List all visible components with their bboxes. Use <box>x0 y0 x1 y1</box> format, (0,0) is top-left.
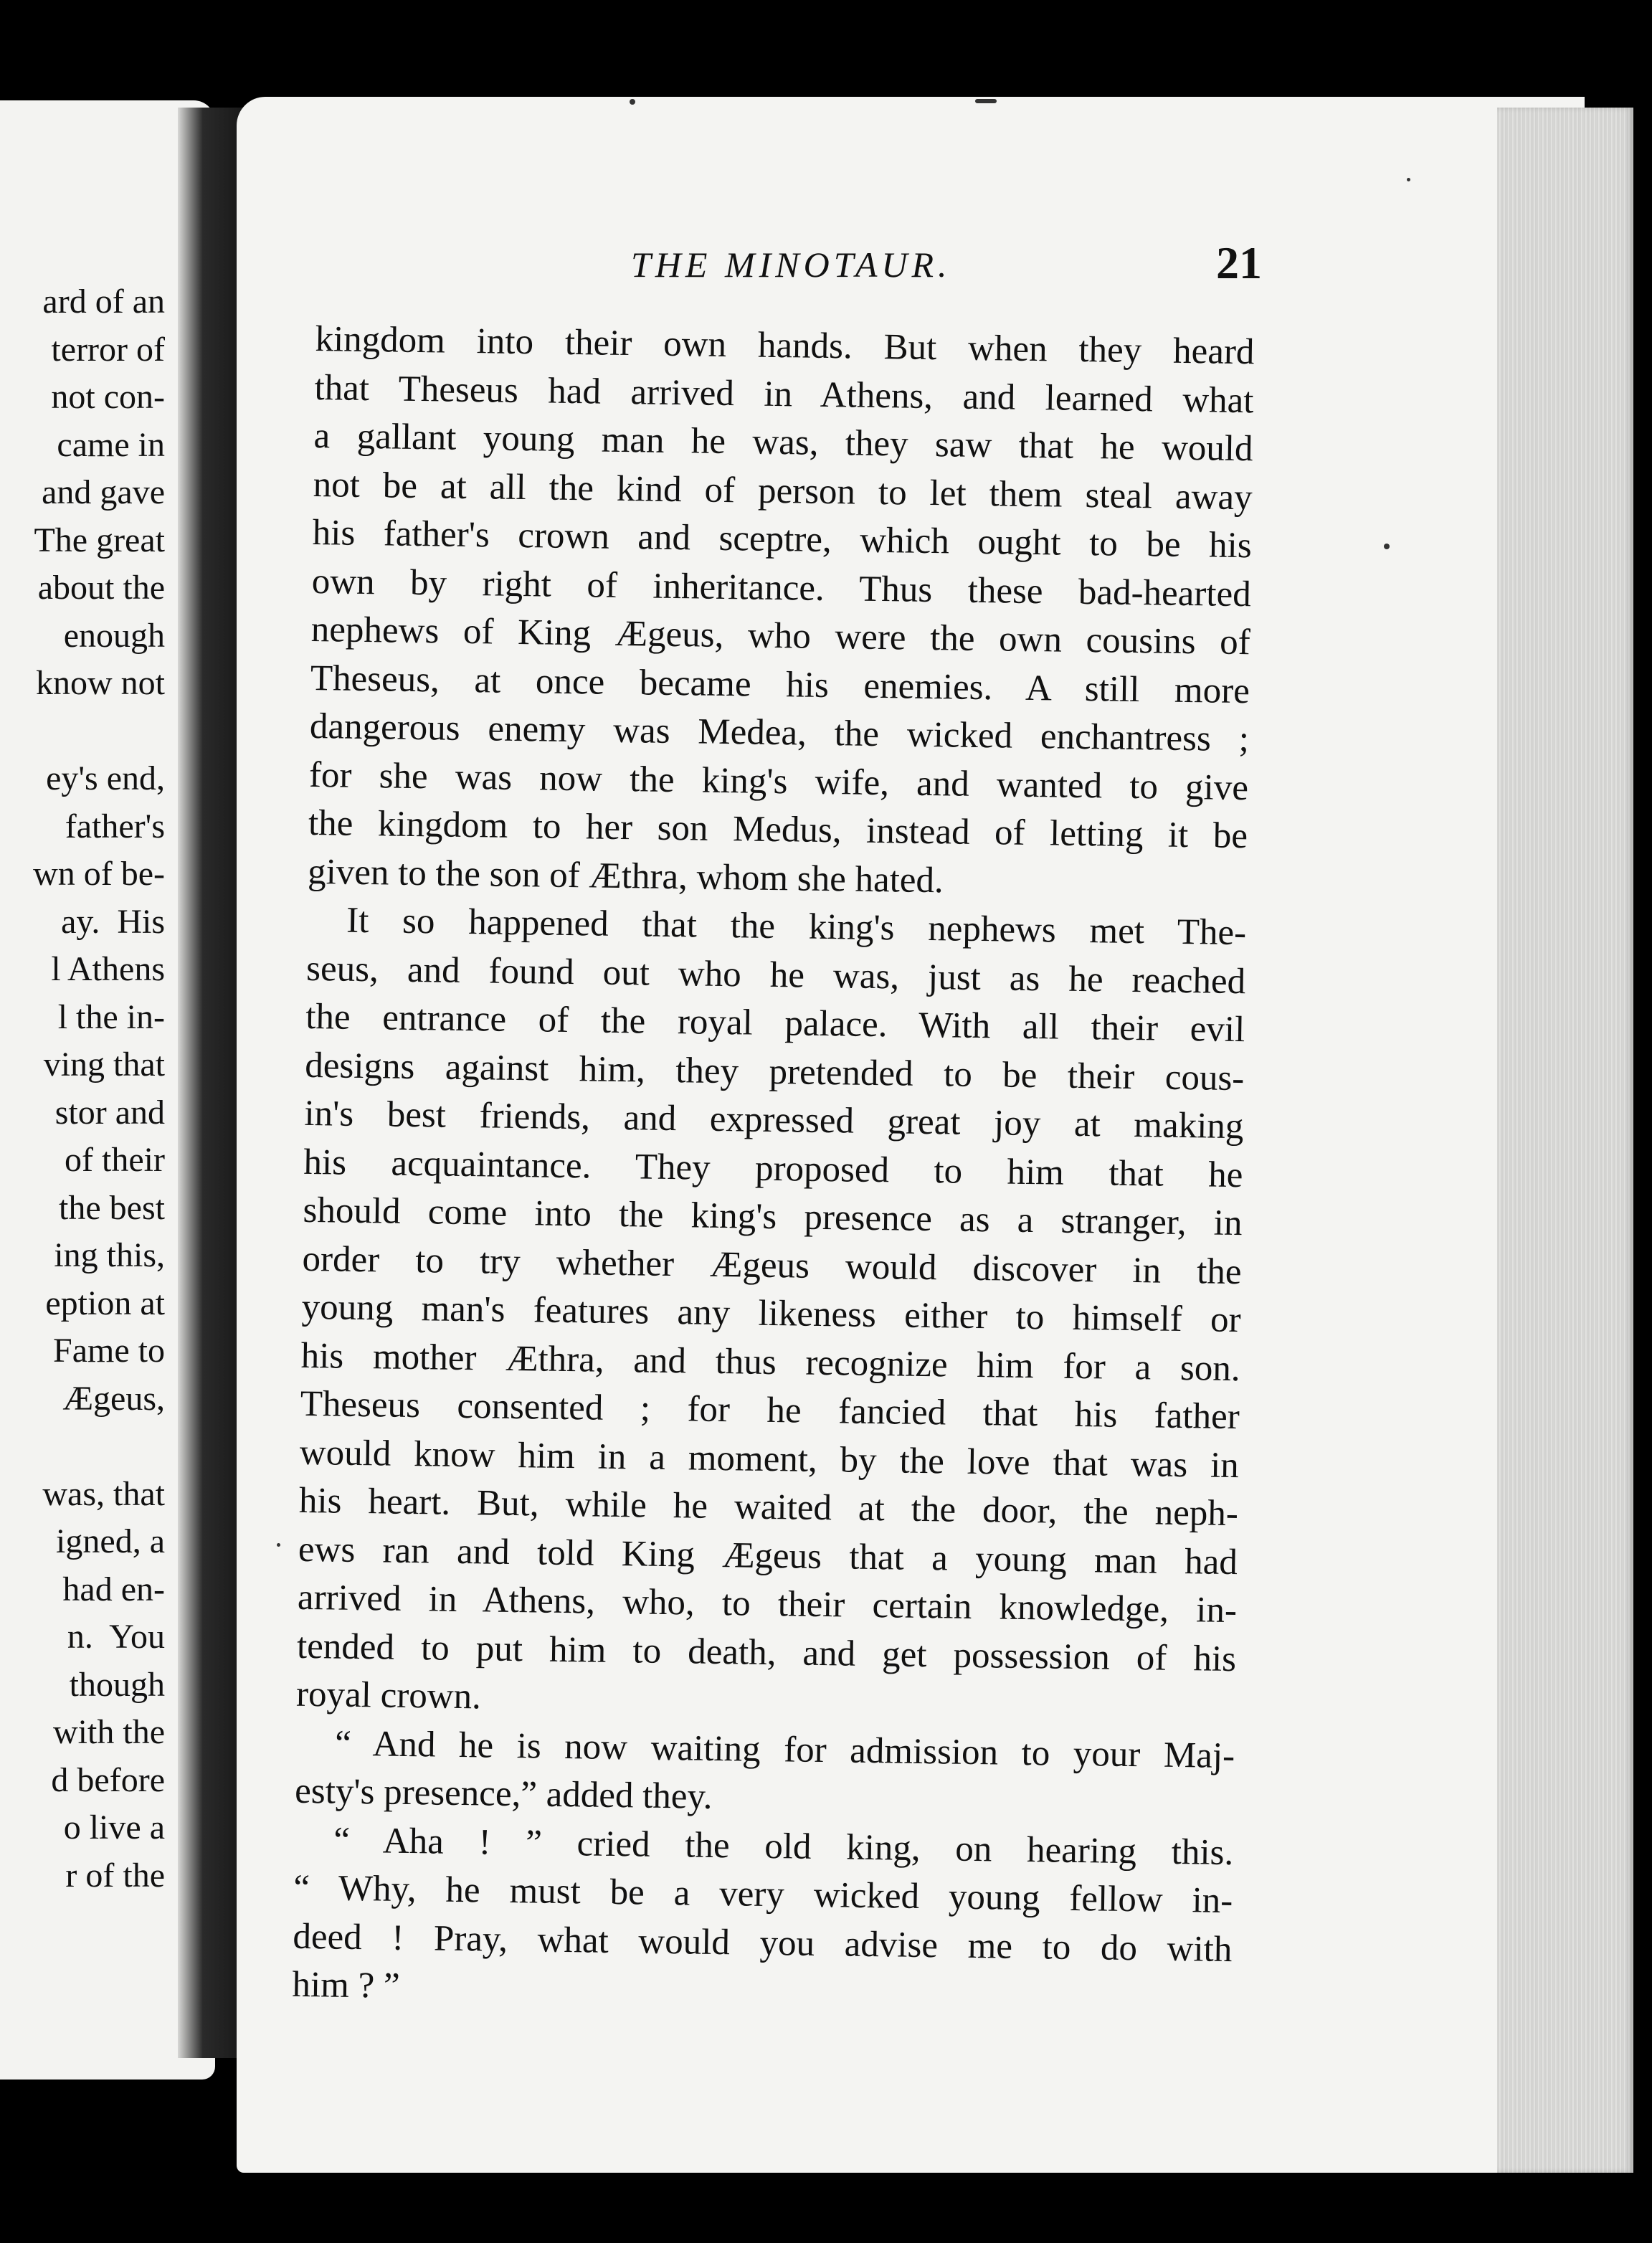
left-page-line: not con- <box>51 378 165 416</box>
left-page-line: father's <box>65 807 165 845</box>
left-page-line: terror of <box>51 330 165 369</box>
text-line: Theseus, at once became his enemies. A still more <box>310 658 1250 711</box>
left-page-text <box>33 278 165 1900</box>
text-line: “ Aha ! ” cried the old king, on hearing this. <box>333 1820 1234 1873</box>
text-line: “ Why, he must be a very wicked young fellow in- <box>293 1867 1233 1922</box>
left-page-line: enough <box>63 616 165 655</box>
left-page-line: d before <box>51 1760 165 1799</box>
body-text <box>292 316 1255 2023</box>
page-header <box>631 237 1262 301</box>
left-page-line: stor and <box>54 1093 165 1132</box>
left-page-line: Fame to <box>53 1332 165 1370</box>
text-line: a gallant young man he was, they saw that he would <box>313 415 1253 470</box>
left-page-line: l the in- <box>57 997 165 1036</box>
left-page-line: with the <box>53 1713 165 1751</box>
left-page-line <box>33 1423 165 1471</box>
text-line: esty's presence,” added they. <box>294 1770 713 1817</box>
text-line: should come into the king's presence as a stranger, in <box>303 1190 1243 1244</box>
left-page-line: of their <box>65 1141 165 1179</box>
left-page-line: l Athens <box>51 950 165 988</box>
text-line: for she was now the king's wife, and wanted to give <box>308 754 1249 808</box>
text-line: given to the son of Æthra, whom she hated. <box>307 851 944 901</box>
text-line: order to try whether Ægeus would discover in the <box>302 1238 1242 1292</box>
running-head: THE MINOTAUR. <box>631 245 951 285</box>
left-page-line: Ægeus, <box>62 1379 165 1418</box>
left-page-line: wn of be- <box>33 855 165 893</box>
left-page-line: r of the <box>65 1856 165 1895</box>
left-page-line: ing this, <box>54 1236 165 1274</box>
text-line: dangerous enemy was Medea, the wicked enchantress ; <box>309 706 1250 760</box>
text-line: tended to put him to death, and get possession of his <box>296 1626 1237 1679</box>
text-line: his mother Æthra, and thus recognize him for a son. <box>300 1335 1241 1389</box>
text-line: Theseus consented ; for he fancied that his father <box>300 1383 1240 1438</box>
left-page-line: eption at <box>45 1284 165 1322</box>
text-line: his father's crown and sceptre, which ought to be his <box>312 512 1253 566</box>
text-line: “ And he is now waiting for admission to your Maj- <box>334 1723 1235 1776</box>
left-page-line <box>33 708 165 756</box>
page-edges <box>1497 108 1633 2173</box>
text-line: designs against him, they pretended to be their cous- <box>305 1045 1245 1099</box>
text-line: deed ! Pray, what would you advise me to do with <box>293 1916 1233 1970</box>
left-page-line: had en- <box>62 1570 165 1608</box>
left-page-line: and gave <box>42 473 165 511</box>
text-line: him ? ” <box>292 1964 400 2006</box>
text-line: It so happened that the king's nephews met The- <box>346 900 1247 954</box>
left-page-line: igned, a <box>56 1522 165 1560</box>
text-line: ews ran and told King Ægeus that a young man had <box>298 1529 1238 1583</box>
text-line: his heart. But, while he waited at the door, the neph- <box>298 1480 1239 1535</box>
left-page-line: ard of an <box>42 283 165 321</box>
left-page-line: came in <box>57 425 165 464</box>
left-page-line: ving that <box>43 1045 165 1083</box>
left-page-line: n. You <box>67 1618 165 1656</box>
text-line: seus, and found out who he was, just as he reached <box>305 948 1246 1002</box>
left-page-line: o live a <box>63 1808 165 1846</box>
text-line: kingdom into their own hands. But when they heard <box>315 318 1255 373</box>
text-line: not be at all the kind of person to let them steal away <box>313 464 1253 518</box>
text-line: the kingdom to her son Medus, instead of letting it be <box>308 802 1248 857</box>
text-line: own by right of inheritance. Thus these bad-hearted <box>311 561 1252 615</box>
text-line: that Theseus had arrived in Athens, and learned what <box>314 367 1254 421</box>
left-page-line: the best <box>59 1188 165 1227</box>
text-line: royal crown. <box>295 1674 482 1717</box>
page-number: 21 <box>1216 237 1262 288</box>
text-line: in's best friends, and expressed great joy at making <box>304 1093 1244 1147</box>
text-line: would know him in a moment, by the love that was in <box>299 1432 1240 1486</box>
left-page-line: ey's end, <box>46 759 165 797</box>
text-line: nephews of King Ægeus, who were the own cousins of <box>310 609 1251 663</box>
left-page-line: was, that <box>42 1474 165 1513</box>
left-page-line: though <box>69 1665 165 1704</box>
left-page-line: know not <box>36 664 165 702</box>
text-line: his acquaintance. They proposed to him that he <box>303 1142 1243 1195</box>
text-line: young man's features any likeness either to himself or <box>301 1286 1241 1341</box>
left-page-line: about the <box>37 569 165 607</box>
left-page-line: ay. His <box>61 902 165 941</box>
left-page-line: The great <box>34 521 165 559</box>
text-line: the entrance of the royal palace. With all their evil <box>305 996 1245 1051</box>
text-line: arrived in Athens, who, to their certain knowledge, in- <box>297 1577 1238 1631</box>
